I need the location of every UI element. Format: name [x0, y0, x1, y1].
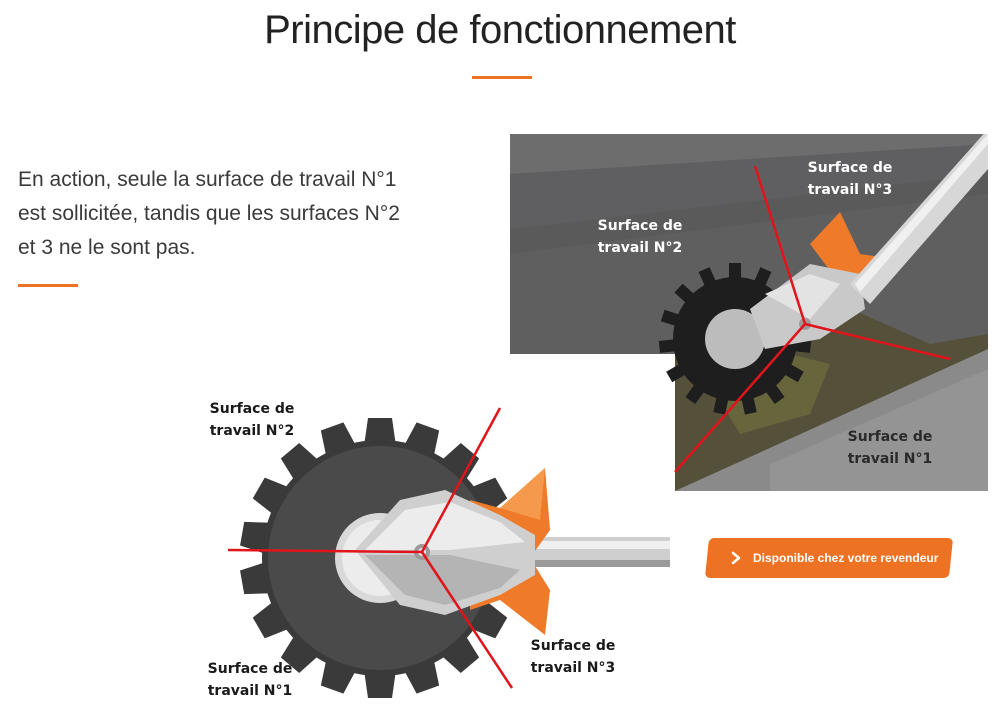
diagram-label-s1-line2: travail N°1	[207, 683, 293, 699]
photo-label-s3-line2: travail N°3	[807, 182, 893, 198]
diagram-label-s3-line2: travail N°3	[530, 660, 616, 676]
dealer-availability-button[interactable]	[705, 538, 953, 578]
photo-label-s2-line2: travail N°2	[597, 240, 683, 256]
intro-underline	[18, 284, 78, 287]
intro-text: En action, seule la surface de travail N°1 est sollicitée, tandis que les surfaces N°2 et 3 ne le sont pas.	[18, 168, 400, 259]
photo-label-s3-line1: Surface de	[807, 160, 893, 176]
photo-label-s1-line2: travail N°1	[847, 451, 933, 467]
diagram-label-s2-line1: Surface de	[209, 401, 295, 417]
diagram-label-s2-line2: travail N°2	[209, 423, 295, 439]
page-title: Principe de fonctionnement	[264, 8, 736, 52]
dealer-availability-button-content	[707, 551, 938, 565]
blade-surfaces-diagram	[200, 390, 670, 707]
photo-label-s1-line1: Surface de	[847, 429, 933, 445]
dealer-availability-label: Disponible chez votre revendeur	[753, 551, 939, 565]
chevron-right-icon	[729, 551, 743, 565]
title-underline	[472, 76, 532, 79]
diagram-label-s3-line1: Surface de	[530, 638, 616, 654]
photo-label-s2-line1: Surface de	[597, 218, 683, 234]
diagram-label-s1-line1: Surface de	[207, 661, 293, 677]
